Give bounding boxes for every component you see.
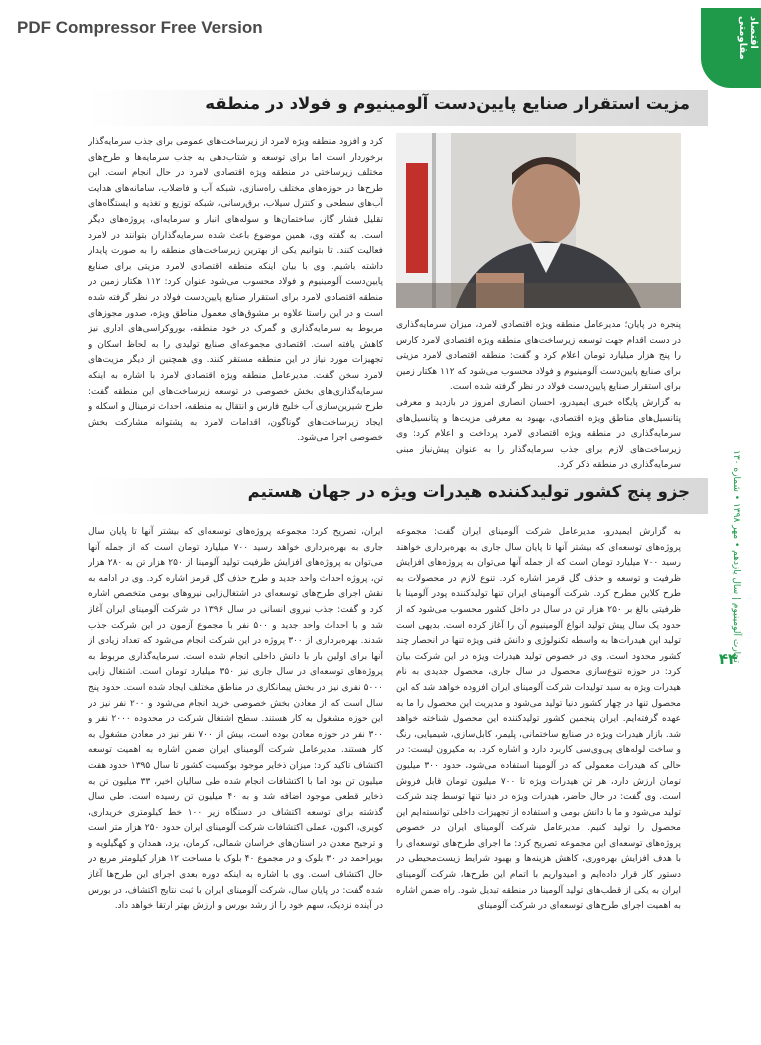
section-tab bbox=[701, 8, 761, 88]
article1-left-text: کرد و افزود منطقه ویژه لامرد از زیرساخت‌های عمومی برای جذب سرمایه‌گذار برخوردار است اما برای توسعه و شتاب‌دهی به جذب سرمایه‌ها و طرح‌های مختلف زیرساختی در منطقه ویژه اقتصادی لامرد در حال انجام است. این طرح‌ها در حوزه‌های مختلف راه‌سازی، شبکه آب و فاضلاب، سامانه‌های هدایت آب‌های سطحی و کنترل سیلاب، برق‌رسانی، شبکه توزیع و تغذیه و ایستگاه‌های تقلیل فشار گاز، ساختمان‌ها و سوله‌های انبار و سرمایه‌ای، پروژه‌های دیگر است. به گفته وی، همین موضوع باعث شده سرمایه‌گذاران بتوانند در لامرد فعالیت کنند. تا بتوانیم یکی از بهترین زیرساخت‌های منطقه را به صورت پایدار داشته باشیم. وی با بیان اینکه منطقه اقتصادی لامرد مزیتی برای صنایع پایین‌دست آلومینیوم و فولاد محسوب می‌شود عنوان کرد: ۱۱۲ هکتار زمین در منطقه اقتصادی لامرد برای استقرار صنایع پایین‌دست فولاد در نظر گرفته شده است و در این راستا علاوه بر مشوق‌های معمول مناطق ویژه، صدور مجوزهای مربوط به سرمایه‌گذاری و گمرک در خود منطقه، بوروکراسی‌های اداری نیز کاهش یافته است. اقتصادی مجموعه‌ای صنایع تولیدی را به لحاظ اسکان و تجهیزات مورد نیاز در این منطقه مستقر کنند. وی همچنین از دیگر مزیت‌های لامرد سخن گفت. مدیرعامل منطقه ویژه اقتصادی لامرد با اشاره به اینکه سرمایه‌گذاری‌های بخش خصوصی در توسعه زیرساخت‌های این منطقه گفت: طرح شیرین‌سازی آب خلیج فارس و انتقال به منطقه، احداث ترمینال و اسکله و ایجاد زیرساخت‌های گوناگون، اقدامات لامرد به پشتوانه مشارکت بخش خصوصی اجرا می‌شود. bbox=[88, 137, 383, 444]
article2-left-text: ایران، تصریح کرد: مجموعه پروژه‌های توسعه‌ای که بیشتر آنها تا پایان سال جاری به بهره‌برداری خواهد رسید ۷۰۰ میلیارد تومان است که از جمله آنها می‌توان به پروژه‌های افزایش ظرفیت تولید آلومینا از ۲۵۰ هزار تن به ۲۸۰ هزار تن، پروژه احداث واحد جدید و طرح حذف گل قرمز اشاره کرد. وی در ادامه به نقش اجرای طرح‌های توسعه‌ای در اشتغال‌زایی نیروهای بومی متخصص اشاره کرد و گفت: جذب نیروی انسانی در سال ۱۳۹۶ در شرکت آلومینای ایران آغاز شد و با احداث واحد جدید و ۵۰۰ نفر با مجموع آزمون در این شرکت جذب شدند. بهره‌برداری از ۳۰۰ پروژه در این شرکت انجام می‌شود که تعداد زیادی از آنها برای اولین بار با دانش داخلی انجام شده است. سرمایه‌گذاری مربوط به پروژه‌های توسعه‌ای در سال جاری نیز ۳۵۰ میلیارد تومان است. اشتغال زایی ۵۰۰۰ نفری نیز در بخش پیمانکاری در مناطق مختلف ایجاد شده است. حدود پنج سال است که از معادن بخش خصوصی خرید انجام می‌شود و ۲۰۰ نفر نیز در این حوزه مشغول به کار هستند. سطح اشتغال شرکت در محدوده ۲۰۰۰ نفر و ۳۰۰ نفر در حوزه معادن بوده است، بیش از ۷۰۰ نفر نیز در معادن مشغول به کار هستند. مدیرعامل شرکت آلومینای ایران ضمن اشاره به اهمیت توسعه اکتشاف تاکید کرد: میزان ذخایر موجود بوکسیت کشور تا سال ۱۳۹۵ حدود هفت میلیون تن بود اما با اکتشافات انجام شده طی سالیان اخیر، ۳۳ میلیون تن به ذخایر قطعی موجود اضافه شد و به ۴۰ میلیون تن رسیده است. طی سال گذشته برای توسعه اکتشاف در دستگاه زیر ۱۰۰ خط کیلومتری خریداری، کویری، اکبون، عملی اکتشافات شرکت آلومینای ایران حدود ۲۵۰ هزار متر است و ترجیح معدن در استان‌های خراسان شمالی، کرمان، یزد، همدان و کهگیلویه و بویراحمد در ۳۰ بلوک و در مجموع ۴۰ بلوک با مساحت ۱۲ هزار کیلومتر مربع در حال اکتشاف است. وی با اشاره به اینکه دوره بعدی اجرای این طرح‌ها آغاز شده گفت: در پایان سال، شرکت آلومینای ایران با ثبت نتایج اکتشاف، در بورس در آینده نزدیک، سهم خود را از رشد بورس و ارزش بهتر ارتقا خواهد داد. bbox=[88, 527, 383, 912]
interview-photo bbox=[396, 133, 681, 308]
section-tab-label: اقتصاد مقاومتی bbox=[737, 16, 759, 60]
article1-title-bar bbox=[88, 90, 708, 126]
article2-right-column bbox=[396, 525, 681, 985]
article2-title: جزو پنج کشور تولیدکننده هیدرات ویژه در جهان هستیم bbox=[247, 482, 690, 501]
article2-title-bar bbox=[88, 478, 708, 514]
article1-right-column bbox=[396, 318, 681, 474]
article1-right-text: به گزارش پایگاه خبری ایمیدرو، احسان انصاری امروز در بازدید و معرفی پتانسیل‌های مناطق ویژه اقتصادی، بهبود به معرفی مزیت‌ها و پتانسیل‌های سرمایه‌گذاری در منطقه ویژه اقتصادی لامرد پرداخت و اعلام کرد: وی زیرساخت‌های لازم برای جذب سرمایه‌گذار را به عنوان پیش‌نیاز مبنی سرمایه‌گذاری در منطقه ذکر کرد. bbox=[396, 397, 681, 471]
article1-title: مزیت استقرار صنایع پایین‌دست آلومینیوم و فولاد در منطقه bbox=[205, 94, 690, 113]
interview-photo-illustration bbox=[396, 133, 681, 308]
article2-right-text: به گزارش ایمیدرو، مدیرعامل شرکت آلومینای ایران گفت: مجموعه پروژه‌های توسعه‌ای که بیشتر آنها تا پایان سال جاری به بهره‌برداری خواهند رسید ۷۰۰ میلیارد تومان است که از جمله آنها می‌توان به پروژه‌های افزایش ظرفیت و توسعه و حذف گل قرمز اشاره کرد. تنوع لازم در محصولات به طرح کلاین مطرح کرد. شرکت آلومینای ایران تنها تولیدکننده پودر آلومینا با ظرفیتی بالغ بر ۲۵۰ هزار تن در سال در داخل کشور محسوب می‌شود که از حدود یک سال پیش تولید انواع آلومینیوم آن را آغاز کرده است. بدیهی است تولید این هیدرات‌ها به واسطه تکنولوژی و دانش فنی ویژه تنها در انحصار چند کشور محدود است. وی در خصوص تولید هیدرات ویژه در این شرکت بیان کرد: در حوزه تنوع‌سازی محصول در سال جاری، محصول جدیدی به نام هیدرات ویژه به سبد تولیدات شرکت آلومینای ایران افزوده خواهد شد که این محصول تنها در چهار کشور دنیا تولید می‌شود و مدیریت این محصول را ما به عهده گرفته‌ایم. ایران پنجمین کشور تولیدکننده این محصول شناخته خواهد شد. بازار هیدرات ویژه در صنایع ساختمانی، پلیمر، کابل‌سازی، شیمیایی، رنگ و ساخت لوله‌های پی‌وی‌سی کاربرد دارد و اشاره کرد. به مکیرون لیست: در حالی که هیدرات معمولی که در آلومینا استفاده می‌شود، حدود ۳۰۰ میلیون تومان ارزش دارد، هر تن هیدرات ویژه تا ۷۰۰ میلیون تومان قابل فروش است. وی گفت: در حال حاضر، هیدرات ویژه در دنیا تنها توسط چند شرکت تولید می‌شود و ما با دانش بومی و استفاده از تجهیزات داخلی توانسته‌ایم این محصول را تولید کنیم. مدیرعامل شرکت آلومینای ایران در خصوص پروژه‌های توسعه‌ای این مجموعه تصریح کرد: ما اجرای طرح‌های توسعه‌ای را با هدف افزایش بهره‌وری، کاهش هزینه‌ها و بهبود شرایط زیست‌محیطی در دستور کار قرار داده‌ایم و امیدواریم با اتمام این طرح‌ها، شرکت آلومینای ایران به یکی از قطب‌های تولید آلومینا در منطقه تبدیل شود. راه ضمن اشاره به اهمیت اجرای طرح‌های توسعه‌ای در شرکت آلومینای bbox=[396, 527, 681, 912]
article1-photo-caption: پنجره در پایان؛ مدیرعامل منطقه ویژه اقتصادی لامرد، میزان سرمایه‌گذاری در دست اقدام جهت توسعه زیرساخت‌های منطقه ویژه اقتصادی لامرد کارس را پنج هزار میلیارد تومان اعلام کرد و گفت: منطقه اقتصادی لامرد مزیتی برای صنایع پایین‌دست آلومینیوم و فولاد محسوب می‌شود که ۱۱۲ هکتار زمین برای استقرار صنایع پایین‌دست فولاد در نظر گرفته شده است. bbox=[396, 320, 681, 393]
page-number: ۴۴ bbox=[718, 650, 738, 668]
watermark: PDF Compressor Free Version bbox=[17, 18, 263, 37]
article1-left-column bbox=[88, 135, 383, 475]
running-footer: تجارت آلومینیوم | سال یازدهم • مهر ۱۳۹۸ • شماره ۱۳۰ bbox=[731, 450, 741, 663]
article2-left-column bbox=[88, 525, 383, 985]
